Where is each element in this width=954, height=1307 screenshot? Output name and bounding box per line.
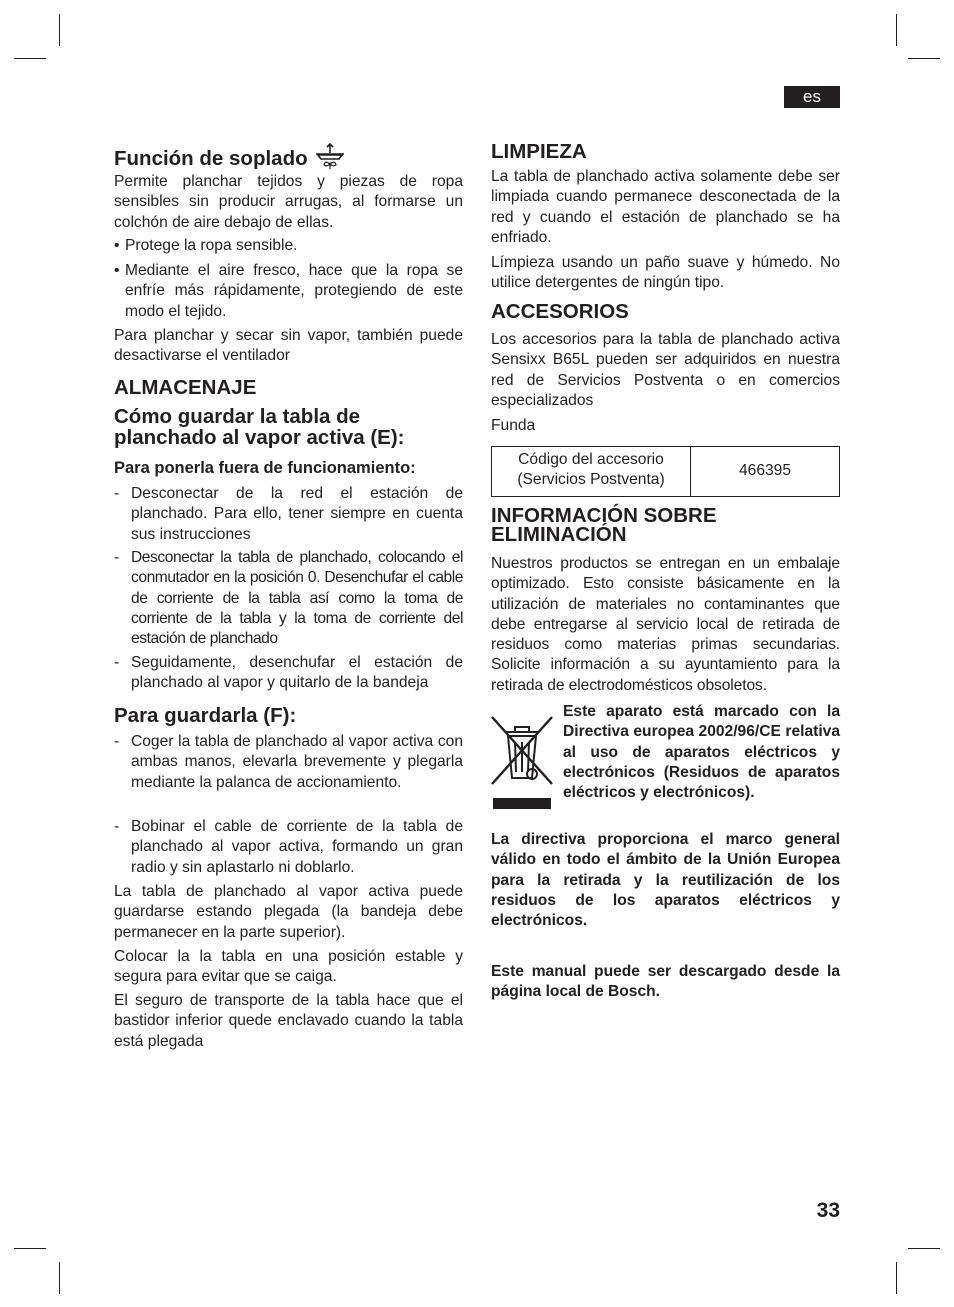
cleaning-paragraph: La tabla de planchado activa solamente debe ser limpiada cuando permanece desconectada de la red y cuando el estación de planchado se ha enfriado.	[491, 168, 840, 246]
list-item: - Seguidamente, desenchufar el estación de planchado al vapor y quitarlo de la bandeja	[114, 653, 463, 694]
disposal-intro: Nuestros productos se entregan en un embalaje optimizado. Esto consiste básicamente en la utilización de materiales no contaminantes que debe entregarse al servicio local de retirada de residuos como materias primas secundarias. Solicite información a su ayuntamiento para la retirada de electrodomésticos obsoletos.	[491, 555, 840, 694]
fan-airflow-icon	[315, 143, 345, 169]
step-text: Bobinar el cable de corriente de la tabla de planchado al vapor activa, formando un gran radio y sin aplastarlo ni doblarlo.	[131, 818, 463, 876]
list-item: - Desconectar de la red el estación de planchado. Para ello, tener siempre en cuenta sus instrucciones	[114, 484, 463, 545]
store-heading: Para guardarla (F):	[114, 704, 297, 727]
crop-mark	[59, 14, 60, 46]
cleaning-paragraph: Límpieza usando un paño suave y húmedo. No utilice detergentes de ningún tipo.	[491, 254, 840, 292]
page-number: 33	[816, 1199, 840, 1222]
disposal-title-line: INFORMACIÓN SOBRE	[491, 504, 717, 527]
storage-paragraph: Colocar la la tabla en una posición estable y segura para evitar que se caiga.	[114, 948, 463, 986]
directive-text: La directiva proporciona el marco general válido en todo el ámbito de la Unión Europea para la retirada y la reutilización de los residuos de los aparatos eléctricos y electrónicos.	[491, 831, 840, 930]
crop-mark	[896, 1262, 897, 1294]
list-item: • Mediante el aire fresco, hace que la ropa se enfríe más rápidamente, protegiendo de este modo el tejido.	[114, 261, 463, 322]
list-item: - Desconectar la tabla de planchado, colocando el conmutador en la posición 0. Desenchufar el cable de corriente de la tabla así como la toma de corriente de la tabla y la toma de corriente del estación de planchado	[114, 548, 463, 649]
cleaning-title: LIMPIEZA	[491, 140, 587, 163]
shutdown-heading: Para ponerla fuera de funcionamiento:	[114, 459, 416, 477]
language-badge: es	[784, 86, 840, 108]
weee-text: Este aparato está marcado con la Directiva europea 2002/96/CE relativa al uso de aparatos eléctricos y electrónicos (Residuos de aparatos eléctricos y electrónicos).	[563, 703, 840, 802]
accessory-code-label-line: (Servicios Postventa)	[517, 471, 665, 489]
blow-function-heading	[114, 143, 463, 169]
download-text: Este manual puede ser descargado desde la página local de Bosch.	[491, 963, 840, 1001]
bullet-text: Protege la ropa sensible.	[125, 237, 298, 254]
blow-function-intro: Permite planchar tejidos y piezas de ropa sensibles sin producir arrugas, al formarse un colchón de aire debajo de ellas.	[114, 173, 463, 231]
storage-subtitle: Cómo guardar la tabla de planchado al vapor activa (E):	[114, 405, 405, 449]
step-text: Seguidamente, desenchufar el estación de planchado al vapor y quitarlo de la bandeja	[131, 654, 463, 692]
crop-mark	[908, 1248, 940, 1249]
accessory-code-value: 466395	[738, 462, 792, 479]
accessories-title: ACCESORIOS	[491, 300, 629, 323]
crop-mark	[908, 58, 940, 59]
storage-paragraph: El seguro de transporte de la tabla hace que el bastidor inferior quede enclavado cuando la tabla está plegada	[114, 992, 463, 1050]
accessory-code-label	[492, 447, 691, 496]
accessory-table	[491, 446, 840, 497]
accessory-code-label-line: Código del accesorio	[518, 451, 664, 468]
bullet-text: Mediante el aire fresco, hace que la ropa se enfríe más rápidamente, protegiendo de este modo el tejido.	[125, 262, 463, 320]
crossed-out-wheelie-bin-icon	[491, 714, 553, 812]
list-item: - Bobinar el cable de corriente de la tabla de planchado al vapor activa, formando un gran radio y sin aplastarlo ni doblarlo.	[114, 817, 463, 878]
accessories-intro: Los accesorios para la tabla de planchado activa Sensixx B65L pueden ser adquiridos en nuestra red de Servicios Postventa o en comercios especializados	[491, 331, 840, 409]
disposal-title-line: ELIMINACIÓN	[491, 523, 627, 546]
blow-function-title: Función de soplado	[114, 147, 308, 170]
list-item: • Protege la ropa sensible.	[114, 236, 463, 256]
blow-function-note: Para planchar y secar sin vapor, también puede desactivarse el ventilador	[114, 327, 463, 365]
step-text: Coger la tabla de planchado al vapor activa con ambas manos, elevarla brevemente y plegarla mediante la palanca de accionamiento.	[131, 733, 463, 791]
crop-mark	[14, 58, 46, 59]
step-text: Desconectar la tabla de planchado, colocando el conmutador en la posición 0. Desenchufar el cable de corriente de la tabla así como la toma de corriente de la tabla y la toma de corriente del estación de planchado	[131, 549, 463, 648]
crop-mark	[14, 1248, 46, 1249]
accessory-item: Funda	[491, 417, 536, 434]
step-text: Desconectar de la red el estación de planchado. Para ello, tener siempre en cuenta sus instrucciones	[131, 485, 463, 543]
list-item: - Coger la tabla de planchado al vapor activa con ambas manos, elevarla brevemente y plegarla mediante la palanca de accionamiento.	[114, 732, 463, 793]
crop-mark	[896, 14, 897, 46]
crop-mark	[59, 1262, 60, 1294]
storage-title: ALMACENAJE	[114, 376, 257, 399]
storage-paragraph: La tabla de planchado al vapor activa puede guardarse estando plegada (la bandeja debe permanecer en la parte superior).	[114, 883, 463, 941]
